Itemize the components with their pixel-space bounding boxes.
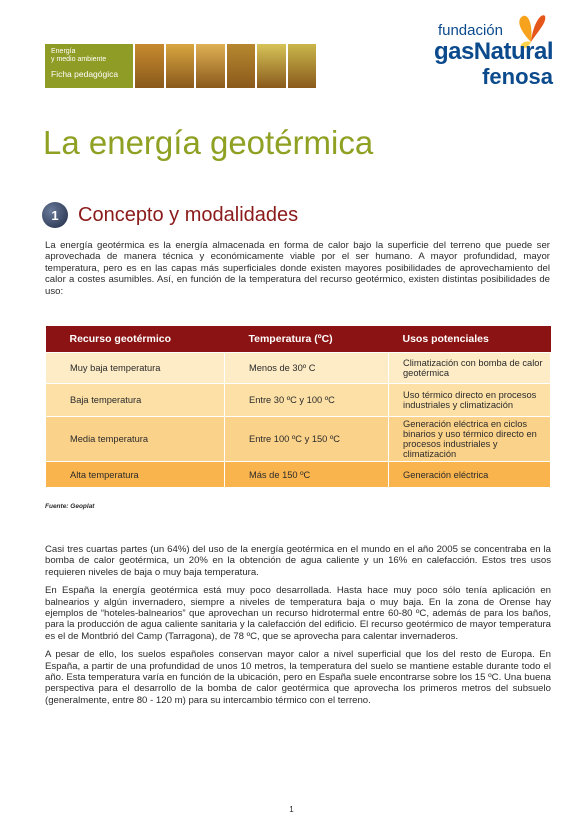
logo — [393, 10, 553, 89]
cell-temperatura: Entre 30 ºC y 100 ºC — [225, 384, 389, 417]
cell-usos: Climatización con bomba de calor geotérmica — [389, 353, 551, 384]
badge-line-2: y medio ambiente — [51, 56, 107, 63]
badge-line-3: Ficha pedagógica — [51, 69, 119, 79]
header-photo — [227, 44, 256, 88]
page-number: 1 — [289, 805, 294, 814]
section-number: 1 — [42, 202, 68, 228]
logo-fenosa: fenosa — [482, 64, 553, 89]
header-photo — [257, 44, 286, 88]
section-title: Concepto y modalidades — [78, 203, 299, 226]
table-row — [46, 462, 551, 488]
cell-recurso: Alta temperatura — [46, 462, 225, 488]
header-usos: Usos potenciales — [389, 326, 551, 353]
page-title: La energía geotérmica — [43, 124, 374, 161]
section-heading — [42, 202, 298, 228]
body-text — [45, 544, 551, 713]
cell-usos: Generación eléctrica — [389, 462, 551, 488]
header-temperatura: Temperatura (ºC) — [225, 326, 389, 353]
badge-line-1: Energía — [51, 48, 76, 55]
header-photo-strip — [135, 44, 316, 88]
table-header-row — [46, 326, 551, 353]
category-badge — [45, 44, 133, 88]
cell-usos: Uso térmico directo en procesos industriales y climatización — [389, 384, 551, 417]
table-row — [46, 353, 551, 384]
header-photo — [196, 44, 225, 88]
header-recurso: Recurso geotérmico — [46, 326, 225, 353]
header-photo — [135, 44, 164, 88]
cell-temperatura: Menos de 30º C — [225, 353, 389, 384]
cell-recurso: Muy baja temperatura — [46, 353, 225, 384]
body-paragraph: En España la energía geotérmica está muy poco desarrollada. Hasta hace muy poco sólo tenía aplicación en balnearios y algún invernadero, siempre a niveles de temperatura baja o muy baja. En la zona de Orense hay ejemplos de “hoteles-balnearios” que aprovechan un recurso hidrotermal entre 60-80 ºC, además de para los baños, para la producción de agua caliente sanitaria y la calefacción del edificio. El recurso geotérmico de mayor temperatura es el de Montbrió del Camp (Tarragona), de 78 ºC, que se aprovecha para calentar invernaderos. — [45, 585, 551, 642]
logo-fundacion: fundación — [437, 22, 503, 39]
cell-temperatura: Más de 150 ºC — [225, 462, 389, 488]
table-source: Fuente: Geoplat — [45, 503, 95, 510]
cell-temperatura: Entre 100 ºC y 150 ºC — [225, 417, 389, 462]
intro-paragraph: La energía geotérmica es la energía almacenada en forma de calor bajo la superficie del terreno que puede ser aprovechada de manera técnica y económicamente viable por el ser humano. A mayor profundidad, mayor temperatura, pero es en las capas más superficiales donde existen mayores posibilidades de aprovechamiento del calor a costes asumibles. Así, en función de la temperatura del recurso geotérmico, existen distintas posibilidades de uso: — [45, 240, 550, 297]
header-photo — [166, 44, 195, 88]
cell-recurso: Media temperatura — [46, 417, 225, 462]
table-row — [46, 384, 551, 417]
header-photo — [288, 44, 317, 88]
logo-gasnatural: gasNatural — [433, 38, 553, 65]
cell-recurso: Baja temperatura — [46, 384, 225, 417]
resource-table — [45, 326, 551, 488]
body-paragraph: Casi tres cuartas partes (un 64%) del uso de la energía geotérmica en el mundo en el año 2005 se concentraba en la bomba de calor geotérmica, un 20% en la obtención de agua caliente y un 16% en calefacción. Estos tres usos requieren niveles de baja o muy baja temperatura. — [45, 544, 551, 578]
table-row — [46, 417, 551, 462]
cell-usos: Generación eléctrica en ciclos binarios y uso térmico directo en procesos industriales y climatización — [389, 417, 551, 462]
body-paragraph: A pesar de ello, los suelos españoles conservan mayor calor a nivel superficial que los del resto de Europa. En España, a partir de una profundidad de unos 10 metros, la temperatura del suelo se mantiene estable durante todo el año. Esta temperatura varía en función de la ubicación, pero en España suele encontrarse sobre los 15 ºC. Una buena perspectiva para el desarrollo de la bomba de calor geotérmica que aprovecha los primeros metros del subsuelo (generalmente, entre 80 - 120 m) para su intercambio térmico con el terreno. — [45, 649, 551, 706]
